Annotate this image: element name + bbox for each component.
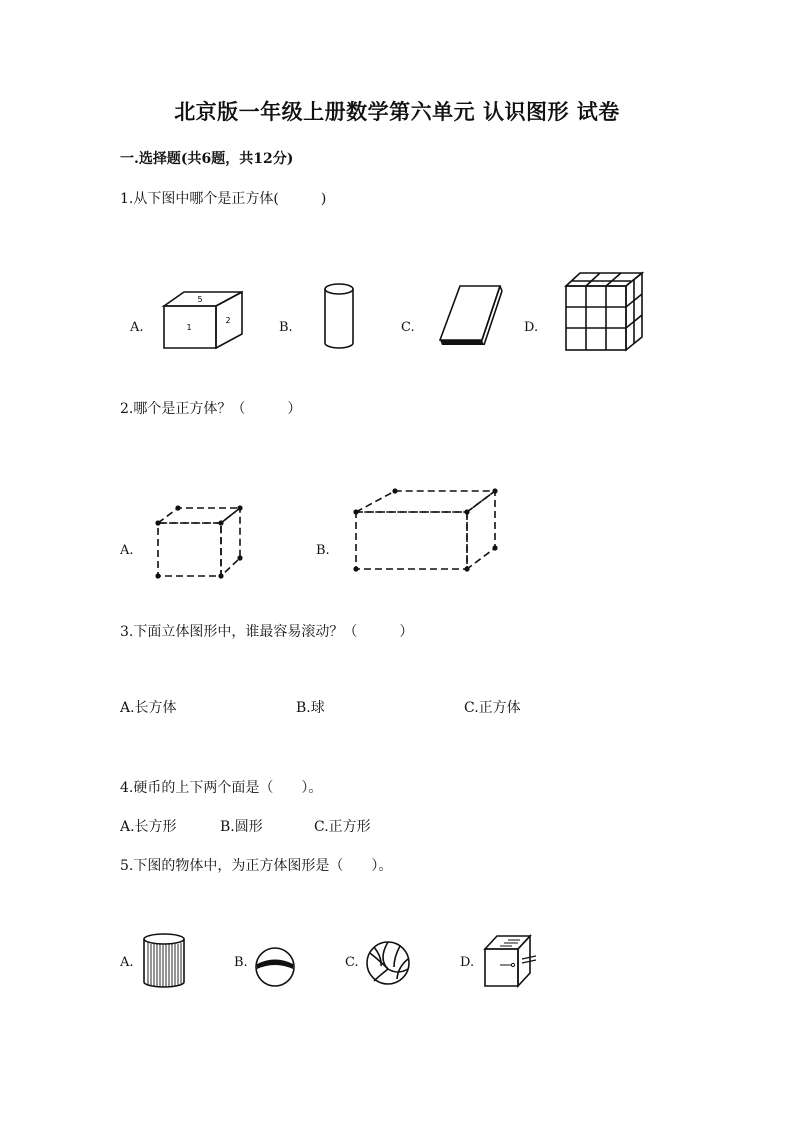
q3-option-b: B.球 bbox=[296, 700, 325, 716]
q2-option-b-label: B. bbox=[316, 543, 330, 558]
q4-option-c: C.正方形 bbox=[314, 819, 371, 835]
volleyball-figure bbox=[364, 939, 412, 987]
box-front-label: 1 bbox=[186, 323, 192, 332]
q3-option-a: A.长方体 bbox=[120, 700, 177, 716]
dashed-cuboid-figure bbox=[350, 486, 504, 576]
q5-option-a-label: A. bbox=[120, 955, 134, 970]
q1-option-a-label: A. bbox=[130, 320, 144, 335]
q5-option-c-label: C. bbox=[345, 955, 359, 970]
box-object-figure bbox=[482, 932, 540, 990]
q1-option-d-label: D. bbox=[524, 320, 539, 335]
q4-option-b: B.圆形 bbox=[220, 819, 263, 835]
question-1-text: 1.从下图中哪个是正方体( ) bbox=[120, 191, 327, 207]
q2-option-a-label: A. bbox=[120, 543, 134, 558]
ball-figure bbox=[252, 943, 298, 989]
dashed-cube-figure bbox=[150, 500, 250, 584]
q5-option-d-label: D. bbox=[460, 955, 475, 970]
box-top-label: 5 bbox=[197, 295, 203, 304]
q5-option-b-label: B. bbox=[234, 955, 248, 970]
q3-option-c: C.正方体 bbox=[464, 700, 521, 716]
question-3-text: 3.下面立体图形中，谁最容易滚动？（ ） bbox=[120, 624, 414, 640]
page-title: 北京版一年级上册数学第六单元 认识图形 试卷 bbox=[174, 99, 620, 124]
section-heading: 一.选择题(共6题，共12分) bbox=[120, 151, 294, 167]
ribbed-cylinder-figure bbox=[140, 932, 188, 990]
q1-option-b-label: B. bbox=[279, 320, 293, 335]
question-5-text: 5.下图的物体中，为正方体图形是（ ）。 bbox=[120, 858, 393, 874]
box-side-label: 2 bbox=[225, 316, 231, 325]
question-4-text: 4.硬币的上下两个面是（ ）。 bbox=[120, 780, 323, 796]
labeled-box-figure bbox=[160, 290, 250, 352]
cylinder-figure bbox=[322, 282, 356, 352]
question-2-text: 2.哪个是正方体？（ ） bbox=[120, 401, 302, 417]
rubik-cube-figure bbox=[563, 270, 647, 354]
flat-slab-figure bbox=[438, 282, 506, 348]
q4-option-a: A.长方形 bbox=[120, 819, 177, 835]
q1-option-c-label: C. bbox=[401, 320, 415, 335]
